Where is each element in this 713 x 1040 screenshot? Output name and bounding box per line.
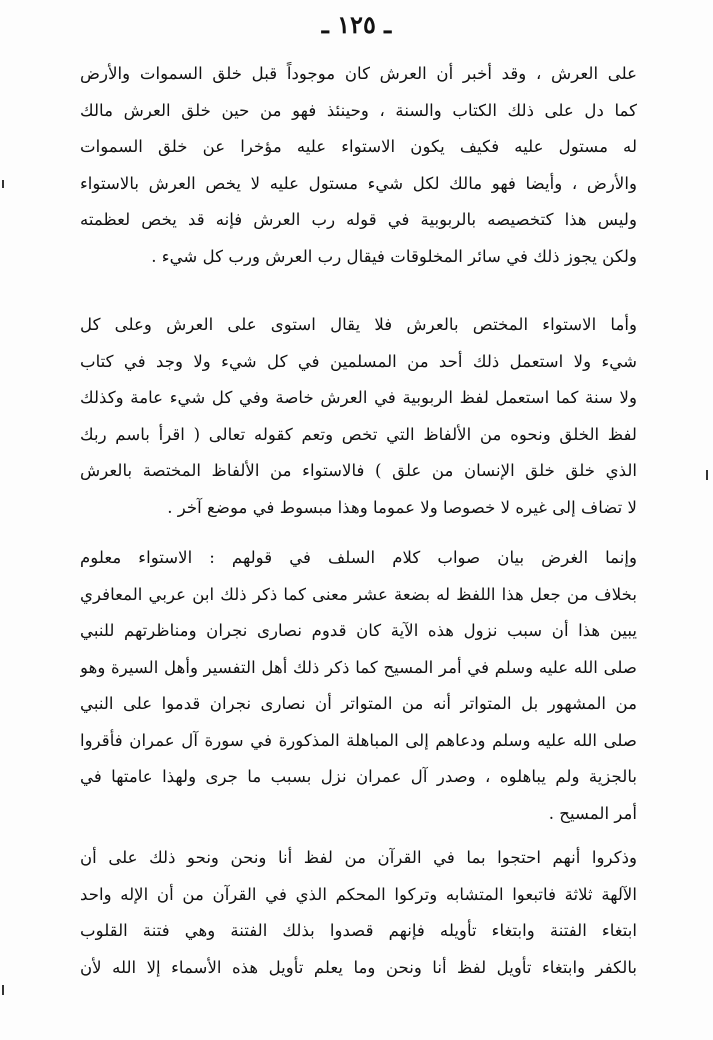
text-line: صلى الله عليه وسلم في أمر المسيح كما ذكر ذلك أهل التفسير وأهل السيرة وهو — [80, 657, 637, 677]
text-line: بخلاف من جعل هذا اللفظ له بضعة عشر معنى كما ذكر ذلك ابن عربي المعافري — [80, 584, 637, 604]
text-line: ولا سنة كما استعمل لفظ الربوبية في العرش خاصة وفي كل شيء عامة وكذلك — [80, 388, 637, 407]
text-line: وإنما الغرض بيان صواب كلام السلف في قولهم : الاستواء معلوم — [80, 548, 637, 567]
text-line: بالكفر وابتغاء تأويل لفظ أنا ونحن وما يعلم تأويل هذه الأسماء إلا الله لأن — [80, 957, 637, 977]
text-line: له مستول عليه فكيف يكون الاستواء عليه مؤخرا عن خلق السموات — [80, 137, 637, 156]
paragraph-1 — [80, 56, 637, 275]
text-line: يبين هذا أن سبب نزول هذه الآية كان قدوم نصارى نجران ومناظرتهم للنبي — [80, 621, 637, 640]
margin-tick — [2, 180, 4, 188]
text-line: ولكن يجوز ذلك في سائر المخلوقات فيقال رب العرش ورب كل شيء . — [151, 246, 637, 266]
text-line: كما دل على ذلك الكتاب والسنة ، وحينئذ فهو من حين خلق العرش مالك — [80, 100, 637, 120]
text-line: لا تضاف إلى غيره لا خصوصا ولا عموما وهذا مبسوط في موضع آخر . — [167, 497, 637, 517]
text-line: لفظ الخلق ونحوه من الألفاظ التي تخص وتعم كقوله تعالى ( اقرأ باسم ربك — [80, 424, 637, 444]
text-line: بالجزية ولم يباهلوه ، وصدر آل عمران نزل بسبب ما جرى ولهذا عامتها في — [80, 767, 637, 786]
margin-tick — [2, 985, 4, 995]
text-line: أمر المسيح . — [548, 803, 637, 823]
paragraph-3 — [80, 540, 637, 832]
text-line: شيء ولا استعمل ذلك أحد من المسلمين في كل شيء ولا وجد في كتاب — [80, 351, 637, 371]
text-line: الآلهة ثلاثة فاتبعوا المتشابه وتركوا المحكم الذي في القرآن من أن الإله واحد — [80, 884, 637, 904]
text-line: ابتغاء الفتنة وابتغاء تأويله فإنهم قصدوا بذلك الفتنة وهي فتنة القلوب — [80, 921, 637, 940]
page-number: ـ ١٢٥ ـ — [321, 10, 392, 39]
text-line: من المشهور بل المتواتر أنه من المتواتر أن نصارى نجران قدموا على النبي — [80, 694, 637, 713]
text-line: الذي خلق خلق الإنسان من علق ) فالاستواء من الألفاظ المختصة بالعرش — [80, 461, 637, 480]
text-line: صلى الله عليه وسلم ودعاهم إلى المباهلة المذكورة في سورة آل عمران فأقروا — [80, 730, 637, 750]
paragraph-2 — [80, 307, 637, 526]
text-line: على العرش ، وقد أخبر أن العرش كان موجوداً قبل خلق السموات والأرض — [80, 64, 637, 83]
text-line: وليس هذا كتخصيصه بالربوبية في قوله رب العرش فإنه قد يخص لعظمته — [80, 210, 637, 229]
text-line: والأرض ، وأيضا فهو مالك لكل شيء مستول عليه لا يخص العرش بالاستواء — [80, 173, 637, 193]
text-line: وأما الاستواء المختص بالعرش فلا يقال استوى على العرش وعلى كل — [80, 315, 637, 334]
margin-tick — [706, 470, 708, 480]
text-line: وذكروا أنهم احتجوا بما في القرآن من لفظ أنا ونحن ونحو ذلك على أن — [80, 848, 637, 867]
paragraph-4 — [80, 840, 637, 986]
